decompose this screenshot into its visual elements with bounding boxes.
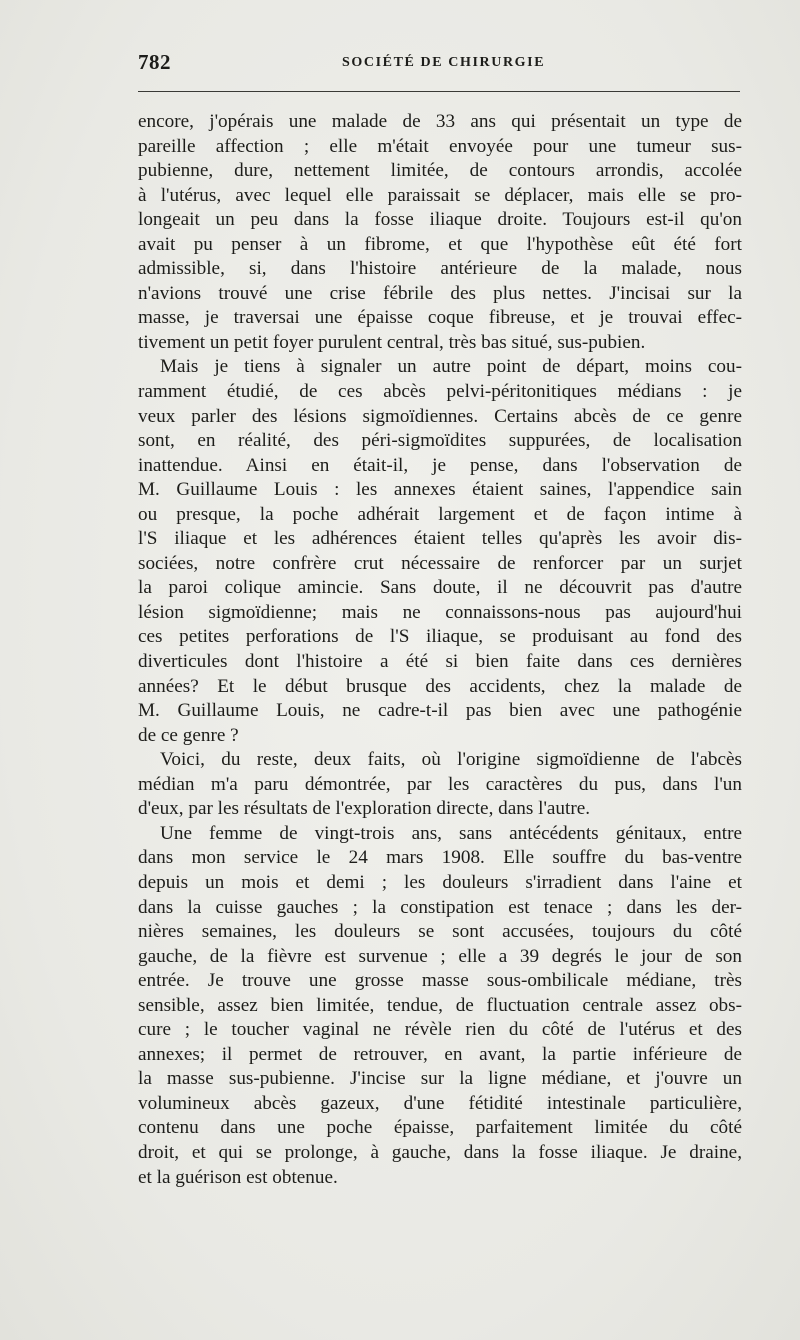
text-line: droit, et qui se prolonge, à gauche, dans la fosse iliaque. Je draine,	[138, 1141, 742, 1163]
text-line: contenu dans une poche épaisse, parfaitement limitée du côté	[138, 1117, 742, 1139]
text-line: pubienne, dure, nettement limitée, de contours arrondis, accolée	[138, 160, 742, 182]
page-header	[138, 50, 740, 76]
text-line: M. Guillaume Louis : les annexes étaient saines, l'appendice sain	[138, 479, 742, 501]
body-text	[138, 110, 742, 1190]
text-line: la paroi colique amincie. Sans doute, il ne découvrit pas d'autre	[138, 577, 742, 599]
text-line: la masse sus-pubienne. J'incise sur la ligne médiane, et j'ouvre un	[138, 1068, 742, 1090]
text-line: ramment étudié, de ces abcès pelvi-péritonitiques médians : je	[138, 381, 742, 403]
text-line: ces petites perforations de l'S iliaque, se produisant au fond des	[138, 626, 742, 648]
text-line: veux parler des lésions sigmoïdiennes. Certains abcès de ce genre	[138, 405, 742, 427]
paragraph-start-line: Une femme de vingt-trois ans, sans antécédents génitaux, entre	[160, 822, 742, 844]
header-rule	[138, 91, 740, 92]
text-line: avait pu penser à un fibrome, et que l'hypothèse eût été fort	[138, 233, 742, 255]
text-line: ou presque, la poche adhérait largement et de façon intime à	[138, 503, 742, 525]
text-line: masse, je traversai une épaisse coque fibreuse, et je trouvai effec-	[138, 307, 742, 329]
text-line: sensible, assez bien limitée, tendue, de fluctuation centrale assez obs-	[138, 994, 742, 1016]
text-line: sociées, notre confrère crut nécessaire de renforcer par un surjet	[138, 552, 742, 574]
text-line: médian m'a paru démontrée, par les caractères du pus, dans l'un	[138, 773, 742, 795]
text-line: pareille affection ; elle m'était envoyée pour une tumeur sus-	[138, 135, 742, 157]
text-line: lésion sigmoïdienne; mais ne connaissons-nous pas aujourd'hui	[138, 601, 742, 623]
text-line: l'S iliaque et les adhérences étaient telles qu'après les avoir dis-	[138, 528, 742, 550]
text-line: depuis un mois et demi ; les douleurs s'irradient dans l'aine et	[138, 871, 742, 893]
paragraph-end-line: et la guérison est obtenue.	[138, 1166, 338, 1188]
text-line: gauche, de la fièvre est survenue ; elle a 39 degrés le jour de son	[138, 945, 742, 967]
paragraph-end-line: tivement un petit foyer purulent central, très bas situé, sus-pubien.	[138, 331, 646, 353]
text-line: longeait un peu dans la fosse iliaque droite. Toujours est-il qu'on	[138, 209, 742, 231]
paragraph-start-line: Voici, du reste, deux faits, où l'origine sigmoïdienne de l'abcès	[160, 749, 742, 771]
text-line: dans mon service le 24 mars 1908. Elle souffre du bas-ventre	[138, 847, 742, 869]
text-line: entrée. Je trouve une grosse masse sous-ombilicale médiane, très	[138, 970, 742, 992]
text-line: encore, j'opérais une malade de 33 ans qui présentait un type de	[138, 111, 742, 132]
paragraph-start-line: Mais je tiens à signaler un autre point de départ, moins cou-	[160, 356, 742, 378]
text-line: cure ; le toucher vaginal ne révèle rien du côté de l'utérus et des	[138, 1019, 742, 1041]
paragraph-end-line: de ce genre ?	[138, 724, 239, 746]
text-line: inattendue. Ainsi en était-il, je pense, dans l'observation de	[138, 454, 742, 476]
text-line: sont, en réalité, des péri-sigmoïdites suppurées, de localisation	[138, 430, 742, 452]
text-line: dans la cuisse gauches ; la constipation est tenace ; dans les der-	[138, 896, 742, 918]
text-line: admissible, si, dans l'histoire antérieure de la malade, nous	[138, 258, 742, 280]
text-line: années? Et le début brusque des accidents, chez la malade de	[138, 675, 742, 697]
text-line: à l'utérus, avec lequel elle paraissait se déplacer, mais elle se pro-	[138, 184, 742, 206]
text-line: M. Guillaume Louis, ne cadre-t-il pas bien avec une pathogénie	[138, 700, 742, 722]
running-title: SOCIÉTÉ DE CHIRURGIE	[342, 55, 546, 70]
text-line: nières semaines, les douleurs se sont accusées, toujours du côté	[138, 921, 742, 943]
text-line: volumineux abcès gazeux, d'une fétidité intestinale particulière,	[138, 1092, 742, 1114]
text-line: diverticules dont l'histoire a été si bien faite dans ces dernières	[138, 651, 742, 673]
page-number: 782	[138, 50, 171, 74]
text-line: n'avions trouvé une crise fébrile des plus nettes. J'incisai sur la	[138, 282, 742, 304]
paragraph-end-line: d'eux, par les résultats de l'exploration directe, dans l'autre.	[138, 798, 591, 820]
text-line: annexes; il permet de retrouver, en avant, la partie inférieure de	[138, 1043, 742, 1065]
